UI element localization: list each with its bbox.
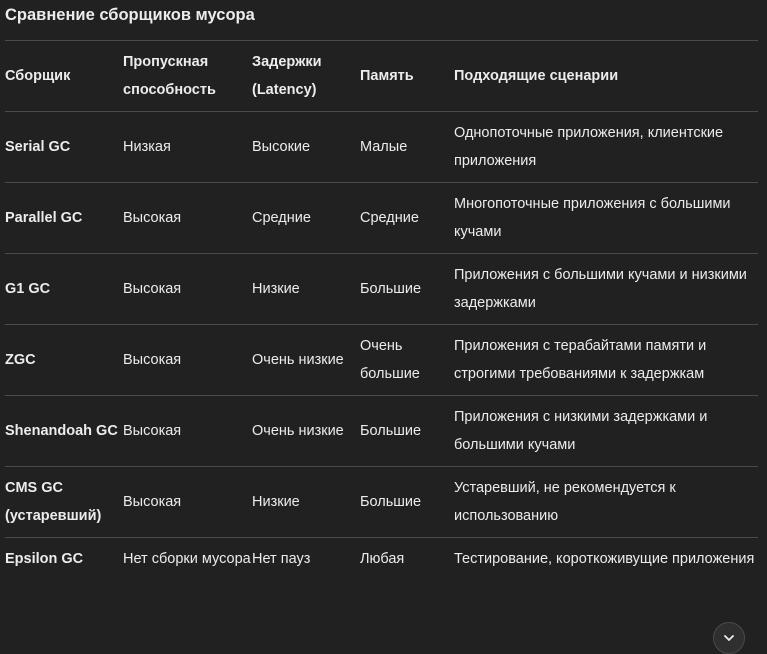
memory-cell: Малые <box>360 112 454 183</box>
collector-name: ZGC <box>5 325 123 396</box>
table-header-row <box>5 41 758 112</box>
page-title: Сравнение сборщиков мусора <box>5 6 255 24</box>
scroll-down-button[interactable] <box>713 622 745 654</box>
table-row <box>5 112 758 183</box>
scenario-cell: Многопоточные приложения с большими кучами <box>454 183 758 254</box>
scenario-cell: Устаревший, не рекомендуется к использованию <box>454 467 758 538</box>
table-row <box>5 396 758 467</box>
column-header: Пропускная способность <box>123 41 252 112</box>
column-header: Подходящие сценарии <box>454 41 758 112</box>
throughput-cell: Высокая <box>123 467 252 538</box>
collector-name: Shenandoah GC <box>5 396 123 467</box>
throughput-cell: Высокая <box>123 183 252 254</box>
column-header: Память <box>360 41 454 112</box>
latency-cell: Низкие <box>252 254 360 325</box>
collector-name: Parallel GC <box>5 183 123 254</box>
scenario-cell: Тестирование, короткоживущие приложения <box>454 538 758 580</box>
table-row <box>5 467 758 538</box>
collector-name: Epsilon GC <box>5 538 123 580</box>
column-header: Задержки (Latency) <box>252 41 360 112</box>
latency-cell: Очень низкие <box>252 325 360 396</box>
column-header: Сборщик <box>5 41 123 112</box>
collector-name: Serial GC <box>5 112 123 183</box>
scenario-cell: Приложения с терабайтами памяти и строгими требованиями к задержкам <box>454 325 758 396</box>
scenario-cell: Однопоточные приложения, клиентские приложения <box>454 112 758 183</box>
throughput-cell: Низкая <box>123 112 252 183</box>
memory-cell: Большие <box>360 467 454 538</box>
memory-cell: Очень большие <box>360 325 454 396</box>
throughput-cell: Нет сборки мусора <box>123 538 252 580</box>
latency-cell: Нет пауз <box>252 538 360 580</box>
memory-cell: Любая <box>360 538 454 580</box>
memory-cell: Средние <box>360 183 454 254</box>
scenario-cell: Приложения с низкими задержками и большими кучами <box>454 396 758 467</box>
collector-name: CMS GC (устаревший) <box>5 467 123 538</box>
table-row <box>5 183 758 254</box>
table-row <box>5 538 758 580</box>
gc-comparison-table <box>5 40 758 579</box>
table-row <box>5 325 758 396</box>
latency-cell: Высокие <box>252 112 360 183</box>
throughput-cell: Высокая <box>123 396 252 467</box>
latency-cell: Очень низкие <box>252 396 360 467</box>
scenario-cell: Приложения с большими кучами и низкими задержками <box>454 254 758 325</box>
memory-cell: Большие <box>360 396 454 467</box>
memory-cell: Большие <box>360 254 454 325</box>
table-row <box>5 254 758 325</box>
throughput-cell: Высокая <box>123 254 252 325</box>
collector-name: G1 GC <box>5 254 123 325</box>
latency-cell: Низкие <box>252 467 360 538</box>
chevron-down-icon <box>722 631 736 645</box>
throughput-cell: Высокая <box>123 325 252 396</box>
latency-cell: Средние <box>252 183 360 254</box>
